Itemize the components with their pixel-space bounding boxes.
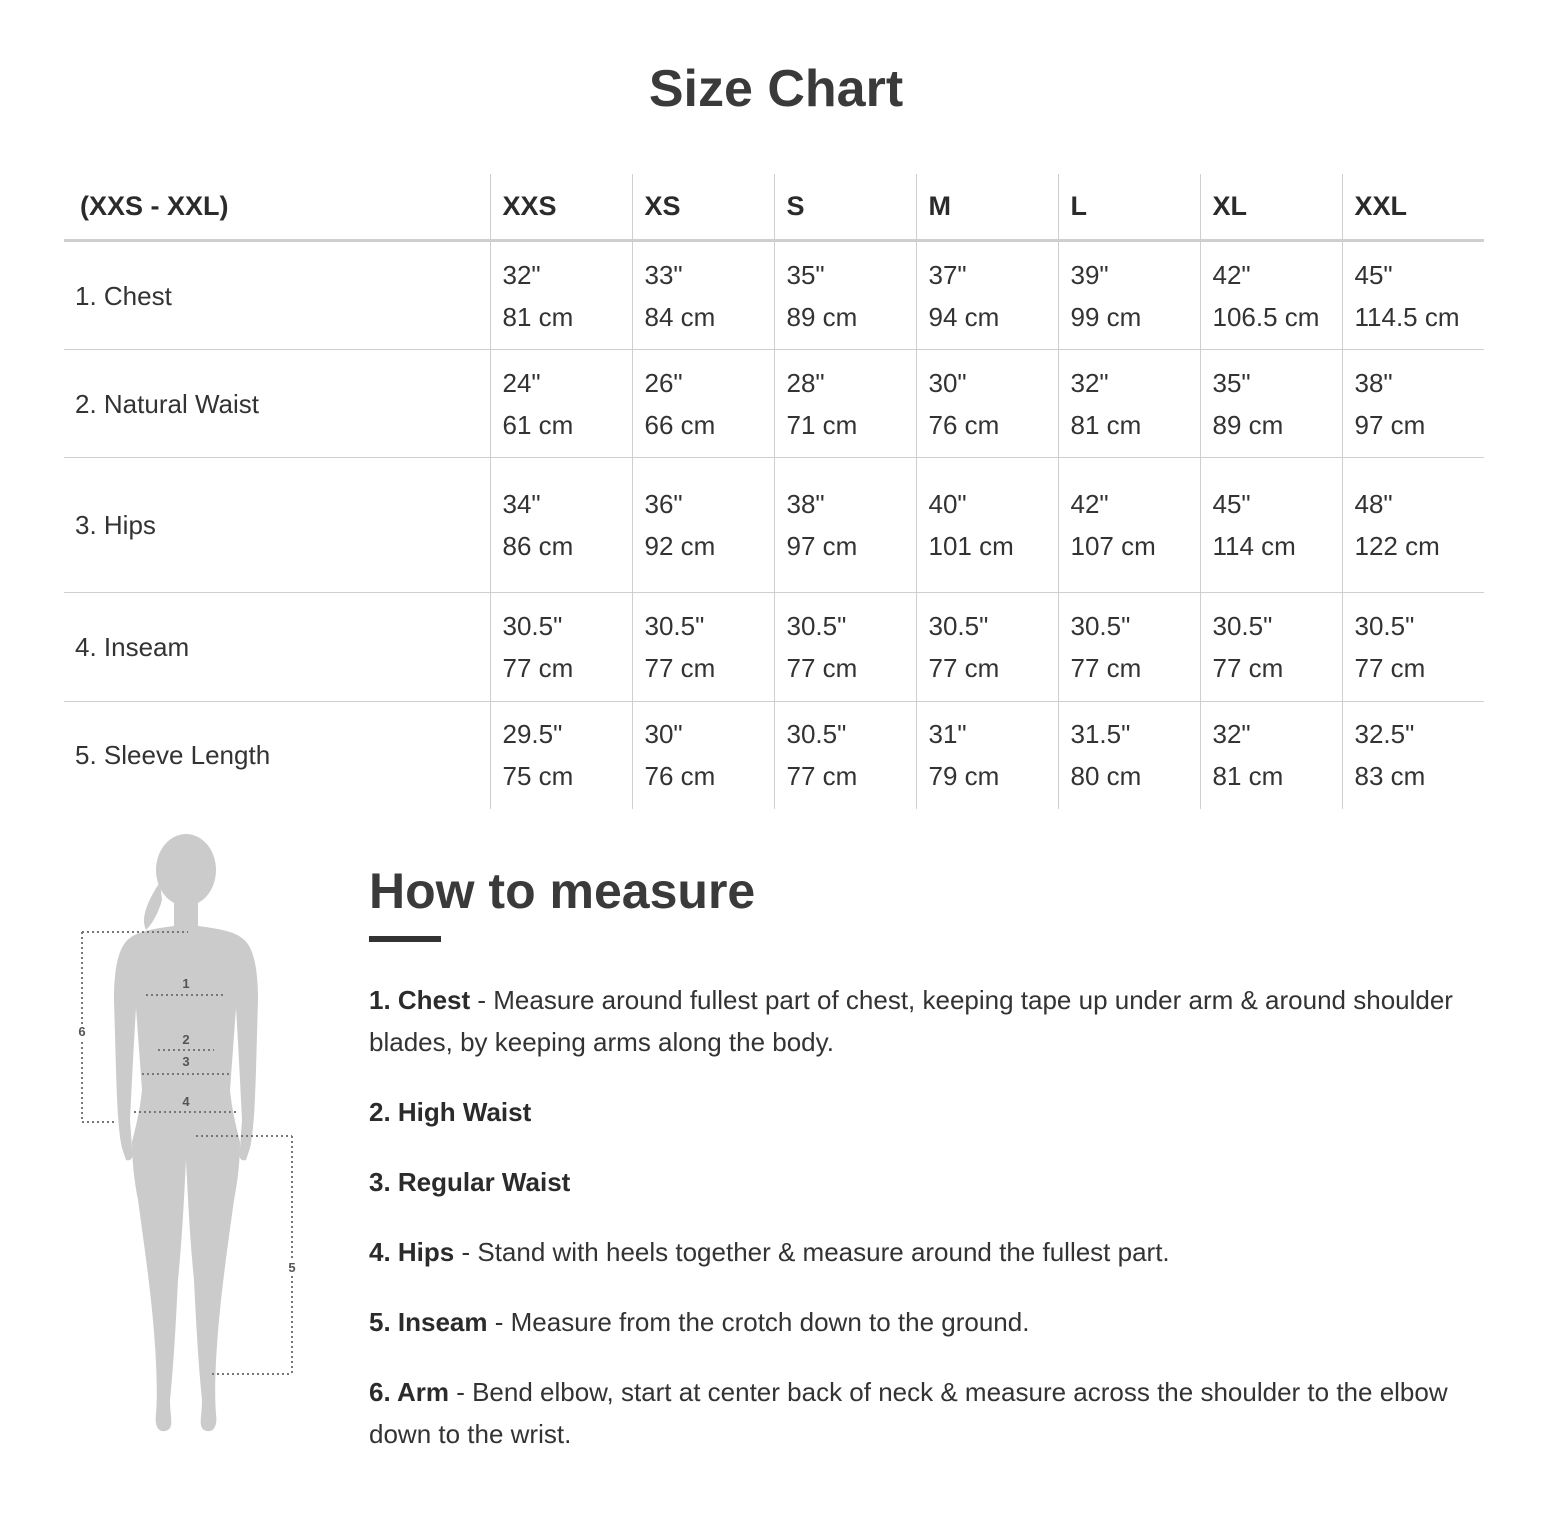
inch-value: 35" <box>1212 367 1251 398</box>
inch-value: 33" <box>644 259 683 290</box>
size-header-l: L <box>1058 174 1200 241</box>
measure-term: 1. Chest <box>369 985 471 1015</box>
marker-4: 4 <box>182 1094 190 1109</box>
size-cell <box>490 702 632 809</box>
size-cell <box>1200 702 1342 809</box>
inch-value: 40" <box>928 489 967 519</box>
inch-value: 42" <box>1070 489 1109 519</box>
table-row <box>64 350 1484 458</box>
size-header-xxl: XXL <box>1342 174 1484 241</box>
title-underline <box>369 936 441 942</box>
size-cell <box>916 458 1058 593</box>
size-cell <box>774 593 916 702</box>
size-table <box>64 174 1484 809</box>
measure-item <box>369 979 1489 1063</box>
marker-6: 6 <box>78 1024 86 1039</box>
inch-value: 30.5" <box>786 719 847 750</box>
silhouette <box>114 834 258 1431</box>
size-cell <box>1058 593 1200 702</box>
how-to-measure-section <box>369 860 1489 1483</box>
cm-value: 101 cm <box>928 531 1014 561</box>
cm-value: 97 cm <box>1354 409 1426 440</box>
cm-value: 81 cm <box>1212 761 1284 792</box>
measure-term: 6. Arm <box>369 1377 449 1407</box>
size-cell <box>774 241 916 350</box>
cm-value: 89 cm <box>1212 409 1284 440</box>
row-label: 1. Chest <box>75 280 172 311</box>
inch-value: 29.5" <box>502 719 563 750</box>
cm-value: 114.5 cm <box>1354 301 1460 332</box>
inch-value: 32" <box>1212 719 1251 750</box>
size-cell <box>1342 241 1484 350</box>
body-silhouette-icon <box>70 830 310 1440</box>
size-cell <box>1342 458 1484 593</box>
cm-value: 89 cm <box>786 301 858 332</box>
inch-value: 31" <box>928 719 967 750</box>
size-cell <box>490 458 632 593</box>
cm-value: 107 cm <box>1070 531 1156 561</box>
cm-value: 106.5 cm <box>1212 301 1320 332</box>
cm-value: 80 cm <box>1070 761 1142 792</box>
table-row <box>64 702 1484 809</box>
cm-value: 99 cm <box>1070 301 1142 332</box>
measure-item <box>369 1371 1489 1455</box>
cm-value: 77 cm <box>1070 653 1142 683</box>
cm-value: 61 cm <box>502 409 574 440</box>
inch-value: 45" <box>1212 489 1251 519</box>
cm-value: 77 cm <box>786 653 858 683</box>
page-title: Size Chart <box>648 60 904 118</box>
inch-value: 31.5" <box>1070 719 1131 750</box>
row-label: 3. Hips <box>75 510 156 540</box>
size-cell <box>1058 350 1200 458</box>
measure-term: 4. Hips <box>369 1237 455 1267</box>
size-cell <box>774 702 916 809</box>
size-header-m: M <box>916 174 1058 241</box>
size-cell <box>774 458 916 593</box>
size-cell <box>490 593 632 702</box>
size-cell <box>632 593 774 702</box>
measure-item <box>369 1301 1489 1343</box>
size-cell <box>632 702 774 809</box>
inch-value: 32.5" <box>1354 719 1415 750</box>
inch-value: 38" <box>1354 367 1393 398</box>
inch-value: 30" <box>644 719 683 750</box>
inch-value: 30.5" <box>786 611 847 641</box>
size-cell <box>1342 702 1484 809</box>
cm-value: 77 cm <box>1212 653 1284 683</box>
measure-description: - Measure from the crotch down to the ground. <box>487 1307 1030 1337</box>
size-header-xxs: XXS <box>490 174 632 241</box>
inch-value: 38" <box>786 489 825 519</box>
cm-value: 122 cm <box>1354 531 1440 561</box>
cm-value: 86 cm <box>502 531 574 561</box>
size-cell <box>1058 702 1200 809</box>
size-header-s: S <box>774 174 916 241</box>
cm-value: 97 cm <box>786 531 858 561</box>
inch-value: 37" <box>928 259 967 290</box>
measure-term: 5. Inseam <box>369 1307 488 1337</box>
cm-value: 79 cm <box>928 761 1000 792</box>
cm-value: 75 cm <box>502 761 574 792</box>
measure-description: - Stand with heels together & measure around the fullest part. <box>454 1237 1170 1267</box>
cm-value: 77 cm <box>502 653 574 683</box>
inch-value: 30.5" <box>502 611 563 641</box>
table-row <box>64 593 1484 702</box>
measure-description: - Bend elbow, start at center back of neck & measure across the shoulder to the elbow down to the wrist. <box>369 1377 1448 1449</box>
cm-value: 81 cm <box>502 301 574 332</box>
cm-value: 114 cm <box>1212 531 1296 561</box>
size-range-header: (XXS - XXL) <box>64 174 490 241</box>
inch-value: 30.5" <box>1070 611 1131 641</box>
cm-value: 77 cm <box>928 653 1000 683</box>
size-cell <box>632 350 774 458</box>
inch-value: 28" <box>786 367 825 398</box>
cm-value: 81 cm <box>1070 409 1142 440</box>
inch-value: 42" <box>1212 259 1251 290</box>
marker-1: 1 <box>182 976 190 991</box>
measure-term: 3. Regular Waist <box>369 1167 571 1197</box>
inch-value: 30.5" <box>1354 611 1415 641</box>
cm-value: 92 cm <box>644 531 716 561</box>
inch-value: 39" <box>1070 259 1109 290</box>
cm-value: 77 cm <box>1354 653 1426 683</box>
cm-value: 76 cm <box>644 761 716 792</box>
cm-value: 77 cm <box>644 653 716 683</box>
cm-value: 84 cm <box>644 301 716 332</box>
size-cell <box>1200 350 1342 458</box>
size-cell <box>490 350 632 458</box>
table-header-row <box>64 174 1484 241</box>
marker-3: 3 <box>182 1054 190 1069</box>
cm-value: 77 cm <box>786 761 858 792</box>
cm-value: 66 cm <box>644 409 716 440</box>
inch-value: 30" <box>928 367 967 398</box>
marker-5: 5 <box>288 1260 296 1275</box>
measure-term: 2. High Waist <box>369 1097 532 1127</box>
size-cell <box>916 593 1058 702</box>
size-cell <box>632 458 774 593</box>
size-cell <box>774 350 916 458</box>
size-cell <box>632 241 774 350</box>
measure-item <box>369 1161 1489 1203</box>
inch-value: 35" <box>786 259 825 290</box>
cm-value: 94 cm <box>928 301 1000 332</box>
inch-value: 30.5" <box>1212 611 1273 641</box>
measure-item <box>369 1091 1489 1133</box>
size-cell <box>490 241 632 350</box>
size-cell <box>1200 241 1342 350</box>
inch-value: 30.5" <box>928 611 989 641</box>
size-cell <box>916 350 1058 458</box>
inch-value: 36" <box>644 489 683 519</box>
measure-item <box>369 1231 1489 1273</box>
size-cell <box>916 241 1058 350</box>
row-label: 4. Inseam <box>75 632 190 662</box>
row-label: 2. Natural Waist <box>75 388 259 419</box>
size-header-xs: XS <box>632 174 774 241</box>
inch-value: 32" <box>502 259 541 290</box>
table-row <box>64 241 1484 350</box>
inch-value: 30.5" <box>644 611 705 641</box>
inch-value: 24" <box>502 367 541 398</box>
row-label: 5. Sleeve Length <box>75 740 271 771</box>
inch-value: 45" <box>1354 259 1393 290</box>
size-cell <box>916 702 1058 809</box>
size-cell <box>1342 593 1484 702</box>
measure-list <box>369 979 1489 1455</box>
table-row <box>64 458 1484 593</box>
inch-value: 26" <box>644 367 683 398</box>
size-header-xl: XL <box>1200 174 1342 241</box>
cm-value: 83 cm <box>1354 761 1426 792</box>
cm-value: 76 cm <box>928 409 1000 440</box>
size-cell <box>1058 241 1200 350</box>
cm-value: 71 cm <box>786 409 858 440</box>
inch-value: 48" <box>1354 489 1393 519</box>
size-cell <box>1200 593 1342 702</box>
size-cell <box>1200 458 1342 593</box>
measure-description: - Measure around fullest part of chest, keeping tape up under arm & around shoulder blades, by keeping arms along the body. <box>369 985 1453 1057</box>
size-cell <box>1058 458 1200 593</box>
how-to-measure-title: How to measure <box>369 863 756 919</box>
size-cell <box>1342 350 1484 458</box>
marker-2: 2 <box>182 1032 190 1047</box>
body-measurement-figure <box>70 830 310 1440</box>
inch-value: 32" <box>1070 367 1109 398</box>
inch-value: 34" <box>502 489 541 519</box>
